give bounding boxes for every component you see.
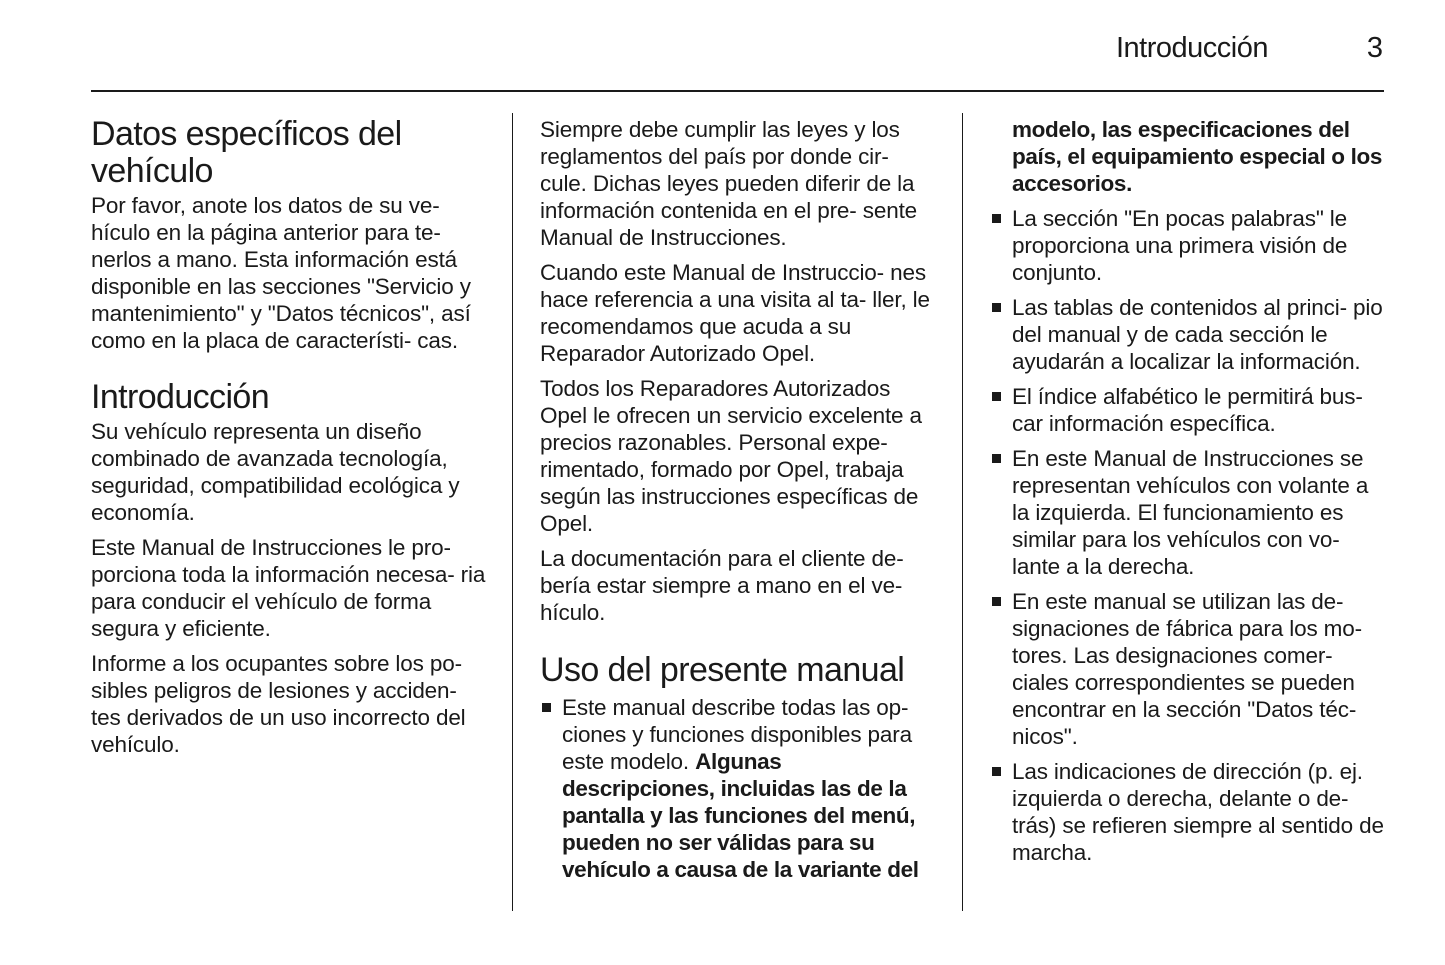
column-divider-1 [512,113,513,911]
list-item-bold-note: Algunas descripciones, incluidas las de la pantalla y las funciones del menú, pueden no ser válidas para su vehículo a causa de la variante del [562,749,919,882]
paragraph: Este Manual de Instrucciones le pro- porciona toda la información necesa- ria para conducir el vehículo de forma segura y eficiente. [91,535,486,641]
running-header-title: Introducción [1116,32,1268,64]
list-item: En este manual se utilizan las de- signaciones de fábrica para los mo- tores. Las designaciones comer- ciales correspondientes se pueden encontrar en la sección "Datos téc- nicos". [990,588,1386,750]
paragraph: Cuando este Manual de Instruccio- nes hace referencia a una visita al ta- ller, le recomendamos que acuda a su Reparador Autorizado Opel. [540,260,930,366]
list-item [540,694,936,883]
list-item-text: Este manual describe todas las op- ciones y funciones disponibles para este modelo. [562,695,912,774]
section-heading-datos: Datos específicos del vehículo [91,115,402,190]
paragraph: Su vehículo representa un diseño combinado de avanzada tecnología, seguridad, compatibilidad ecológica y economía. [91,419,460,525]
list-item: En este Manual de Instrucciones se representan vehículos con volante a la izquierda. El funcionamiento es similar para los vehículos con vo- lante a la derecha. [990,445,1386,580]
paragraph: La documentación para el cliente de- bería estar siempre a mano en el ve- hículo. [540,546,904,625]
column-1 [91,116,487,766]
column-divider-2 [962,113,963,911]
paragraph: Informe a los ocupantes sobre los po- sibles peligros de lesiones y acciden- tes derivados de un uso incorrecto del vehículo. [91,651,466,757]
column-2 [540,116,936,891]
paragraph: Todos los Reparadores Autorizados Opel le ofrecen un servicio excelente a precios razonables. Personal expe- rimentado, formado por Opel, trabaja según las instrucciones específicas de Opel. [540,376,922,536]
paragraph: Por favor, anote los datos de su ve- hículo en la página anterior para te- nerlos a mano. Esta información está disponible en las secciones "Servicio y mantenimiento" y "Datos técnicos", así como en la placa de característi- cas. [91,193,471,353]
list-item-bold-note: modelo, las especificaciones del país, el equipamiento especial o los accesorios. [1012,117,1383,196]
list-item-continuation [990,116,1386,197]
list-item: Las indicaciones de dirección (p. ej. izquierda o derecha, delante o de- trás) se refieren siempre al sentido de marcha. [990,758,1386,866]
paragraph: Siempre debe cumplir las leyes y los reglamentos del país por donde cir- cule. Dichas leyes pueden diferir de la información contenida en el pre- sente Manual de Instrucciones. [540,117,918,250]
page-number: 3 [1366,32,1383,64]
list-item: La sección "En pocas palabras" le proporciona una primera visión de conjunto. [990,205,1386,286]
section-heading-introduccion: Introducción [91,378,270,416]
column-3 [990,116,1386,874]
section-heading-uso-manual: Uso del presente manual [540,651,905,689]
list-item: Las tablas de contenidos al princi- pio del manual y de cada sección le ayudarán a localizar la información. [990,294,1386,375]
list-item: El índice alfabético le permitirá bus- car información específica. [990,383,1386,437]
header-divider [91,90,1384,92]
